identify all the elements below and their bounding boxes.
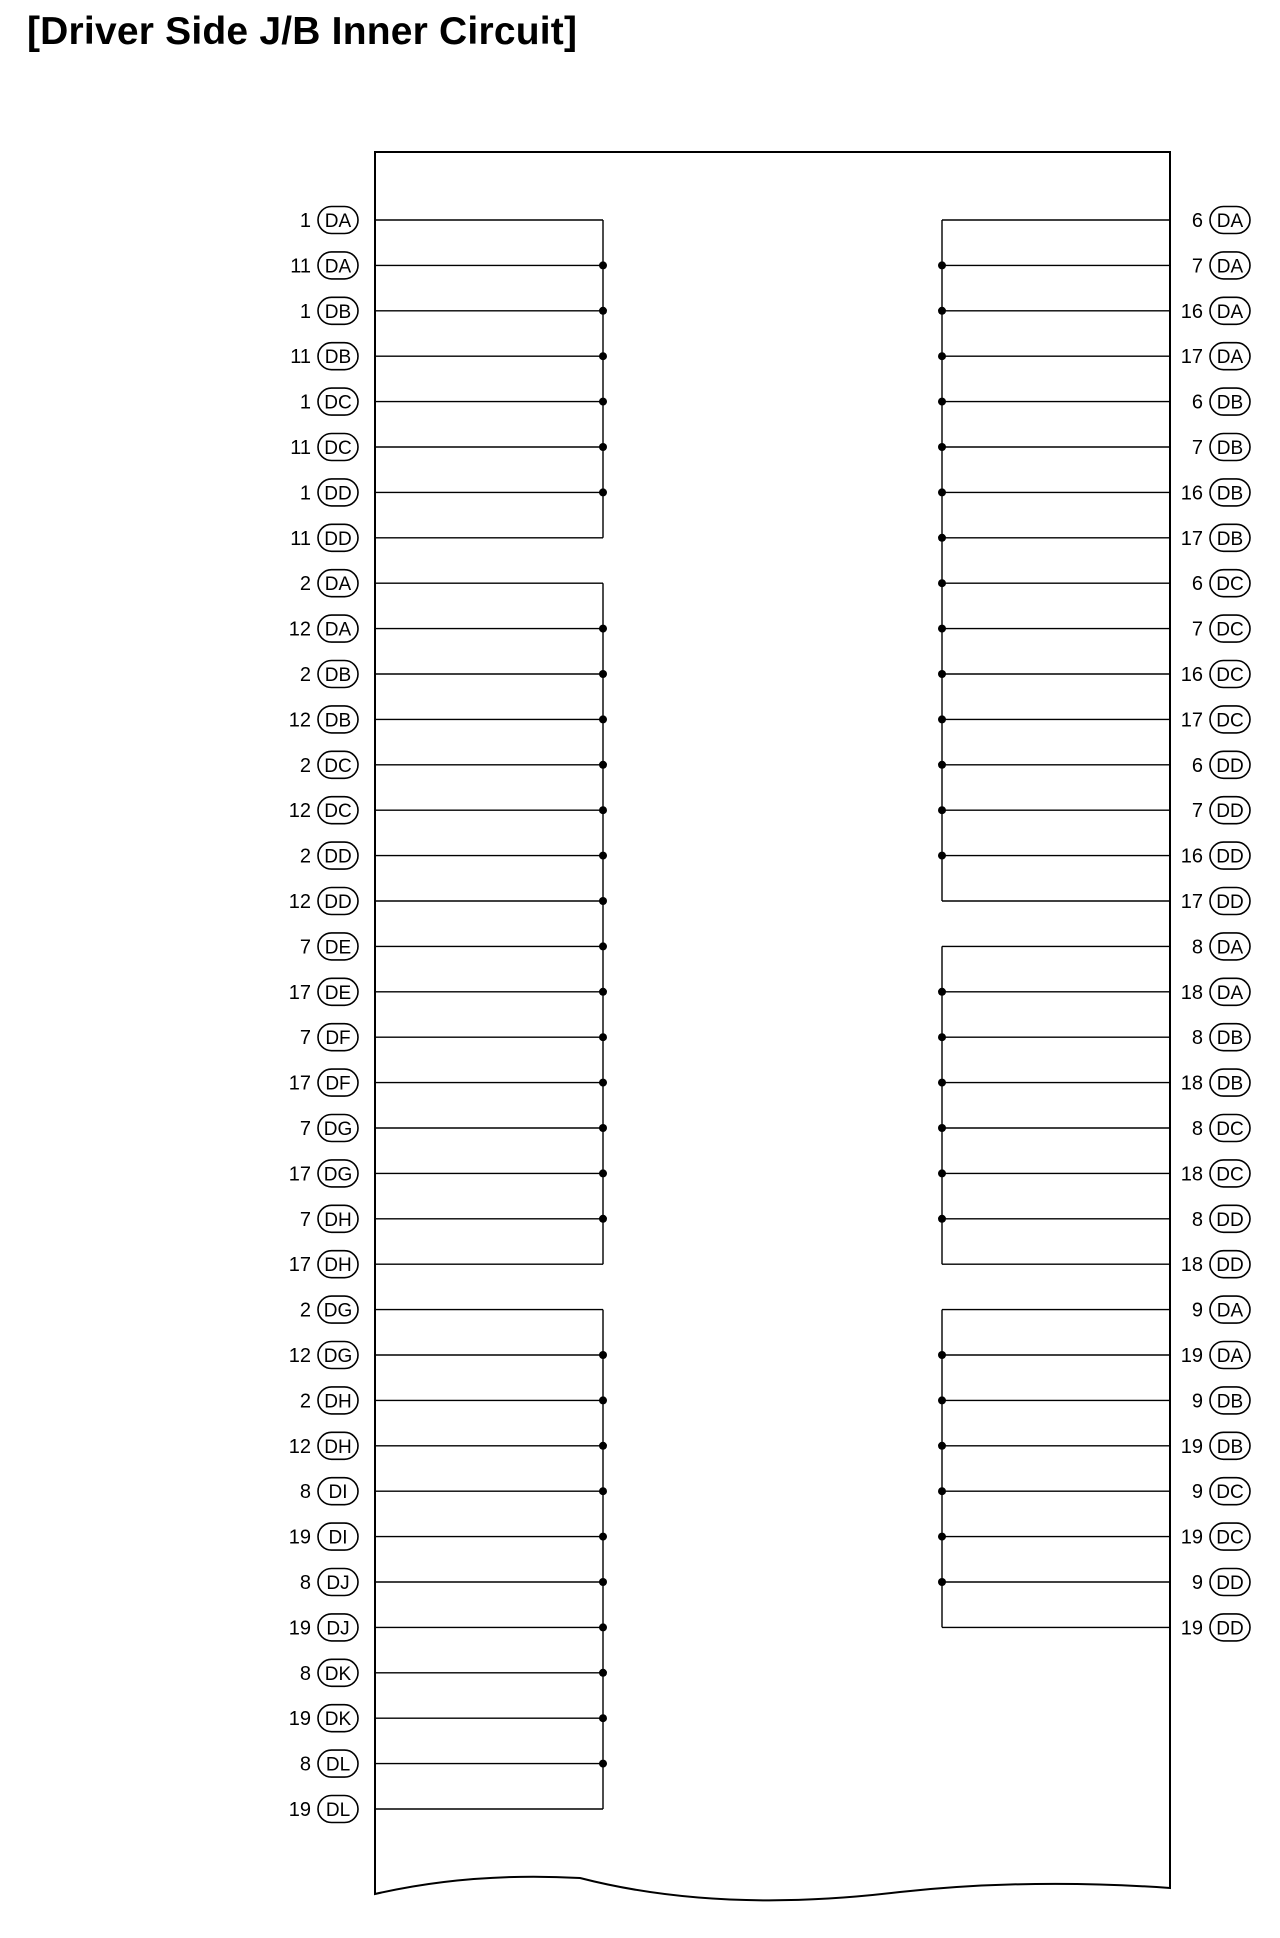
pin-number: 2 [299,573,311,596]
pin-label [300,388,358,415]
connector-code: DB [1216,1028,1244,1050]
pin-label [300,1750,358,1777]
junction-dot [938,352,946,360]
junction-dot [938,307,946,315]
connector-code: DA [1216,347,1244,369]
junction-dot [938,1442,946,1450]
pin-label [1181,888,1250,915]
pin-number: 7 [299,1208,311,1231]
junction-dot [599,398,607,406]
pin-label [1181,1342,1250,1369]
junction-dot [938,1487,946,1495]
connector-code: DJ [326,1573,350,1594]
pin-number: 19 [288,1799,311,1821]
pin-label [300,1387,358,1414]
pin-label [1181,1069,1250,1096]
pin-label [300,1478,358,1505]
pin-number: 2 [299,845,311,868]
pin-number: 19 [1180,1526,1203,1549]
pin-number: 8 [299,1753,311,1776]
connector-code: DC [324,392,352,414]
pin-label [300,933,358,960]
pin-label [289,1523,358,1550]
pin-label [1181,1432,1250,1459]
connector-code: DC [324,801,352,823]
pin-label [289,1342,358,1369]
connector-code: DA [1216,211,1244,232]
junction-dot [599,988,607,996]
junction-dot [938,852,946,860]
junction-dot [599,806,607,814]
pin-label [300,1115,358,1142]
pin-number: 12 [288,618,311,641]
junction-dot [938,1396,946,1404]
connector-code: DF [325,1073,351,1095]
pin-number: 1 [299,391,311,414]
connector-code: DH [324,1209,352,1231]
connector-code: DG [323,1300,353,1322]
junction-dot [599,761,607,769]
pin-number: 16 [1180,845,1203,868]
right-bus-group [938,220,1170,901]
junction-dot [938,1033,946,1041]
pin-label [289,1705,358,1732]
junction-dot [599,852,607,860]
pin-label [1192,797,1250,824]
pin-label [1192,615,1250,642]
pin-label [1181,978,1250,1005]
junction-dot [599,1079,607,1087]
connector-code: DD [1216,846,1244,868]
pin-label [1181,1614,1250,1641]
connector-code: DB [1216,1073,1244,1095]
pin-number: 8 [299,1662,311,1685]
connector-code: DC [1216,665,1244,686]
junction-dot [938,1169,946,1177]
pin-number: 7 [1191,618,1203,641]
pin-label [1181,524,1250,551]
pin-label [290,343,358,370]
pin-label [300,479,358,506]
pin-number: 19 [1180,1345,1203,1367]
connector-code: DK [324,1709,352,1731]
pin-label [300,570,358,597]
pin-number: 17 [1180,527,1203,550]
pin-label [1181,1160,1250,1187]
connector-code: DC [1216,574,1244,596]
pin-number: 16 [1180,300,1203,323]
pin-label [289,706,358,733]
right-bus-group [938,1310,1170,1628]
junction-dot [938,1533,946,1541]
connector-code: DB [324,301,352,323]
pin-number: 11 [290,437,311,459]
pin-label [1192,1569,1250,1596]
connector-code: DE [324,982,352,1004]
pin-number: 12 [288,1435,311,1458]
pin-number: 6 [1191,573,1203,596]
pin-label [289,1796,358,1823]
pin-label [300,842,358,869]
page-title: [Driver Side J/B Inner Circuit] [27,10,578,53]
junction-dot [938,806,946,814]
pin-number: 7 [1191,800,1203,823]
connector-code: DC [1216,1164,1244,1186]
pin-label [290,434,358,461]
junction-dot [938,761,946,769]
pin-number: 2 [299,1390,311,1413]
connector-code: DA [1216,256,1244,278]
label-layer [289,207,1250,1823]
connector-code: DD [1216,892,1244,913]
junction-dot [938,534,946,542]
connector-code: DB [1216,438,1244,459]
pin-label [1181,297,1250,324]
junction-dot [599,1169,607,1177]
junction-dot [599,352,607,360]
connector-code: DE [324,937,352,959]
connector-code: DD [1216,755,1244,777]
pin-label [290,524,358,551]
pin-number: 8 [1191,1118,1203,1140]
connector-code: DA [1216,1300,1244,1322]
pin-number: 19 [288,1617,311,1640]
pin-label [1181,706,1250,733]
pin-number: 8 [1191,1027,1203,1050]
junction-dot [599,488,607,496]
pin-number: 18 [1180,1072,1203,1095]
junction-dot [599,1578,607,1586]
junction-box-outline [375,152,1170,1900]
pin-label [300,1205,358,1232]
connector-code: DC [324,755,352,777]
connector-code: DA [324,619,352,641]
connector-code: DD [324,846,352,868]
connector-code: DD [324,483,352,505]
connector-code: DD [1216,1209,1244,1231]
connector-code: DJ [326,1618,350,1640]
pin-label [289,615,358,642]
pin-label [289,888,358,915]
connector-code: DC [324,438,352,459]
junction-dot [599,1351,607,1359]
pin-number: 12 [288,891,311,913]
connector-code: DA [1216,982,1244,1004]
pin-label [1181,1251,1250,1278]
pin-number: 9 [1191,1299,1203,1322]
pin-label [1192,1024,1250,1051]
junction-dot [599,261,607,269]
connector-code: DD [1216,1255,1244,1277]
pin-number: 1 [299,210,311,232]
pin-label [300,661,358,688]
junction-dot [938,579,946,587]
connector-code: DD [1216,1573,1244,1594]
pin-label [300,1569,358,1596]
pin-label [1181,661,1250,688]
junction-dot [599,307,607,315]
pin-number: 19 [1180,1617,1203,1640]
pin-label [289,797,358,824]
pin-label [300,1659,358,1686]
pin-number: 18 [1180,981,1203,1004]
pin-number: 17 [1180,346,1203,369]
pin-label [289,1069,358,1096]
junction-dot [938,625,946,633]
junction-dot [599,625,607,633]
pin-number: 6 [1191,391,1203,414]
pin-label [1192,207,1250,234]
pin-number: 18 [1180,1163,1203,1186]
pin-label [289,1251,358,1278]
pin-number: 7 [299,1027,311,1050]
pin-number: 17 [288,981,311,1004]
junction-dot [938,1578,946,1586]
wire-layer [375,220,1170,1809]
connector-code: DK [324,1663,352,1685]
pin-number: 12 [288,1345,311,1367]
connector-code: DA [1216,937,1244,959]
pin-number: 12 [288,800,311,823]
left-bus-group [375,220,607,538]
pin-number: 6 [1191,754,1203,777]
pin-number: 18 [1180,1254,1203,1277]
pin-number: 7 [1191,437,1203,459]
connector-code: DA [1216,1346,1244,1367]
junction-dot [599,1487,607,1495]
pin-number: 17 [288,1163,311,1186]
connector-code: DB [1216,483,1244,505]
connector-code: DG [323,1119,353,1140]
connector-code: DB [1216,1436,1244,1458]
junction-dot [599,443,607,451]
pin-number: 12 [288,709,311,732]
pin-number: 7 [1191,255,1203,278]
pin-number: 2 [299,664,311,686]
connector-code: DH [324,1255,352,1277]
pin-label [1181,343,1250,370]
pin-label [289,1160,358,1187]
junction-dot [938,1215,946,1223]
pin-number: 8 [299,1572,311,1594]
junction-dot [599,942,607,950]
pin-label [1181,842,1250,869]
junction-dot [599,1396,607,1404]
pin-label [1181,1523,1250,1550]
junction-dot [938,261,946,269]
pin-number: 8 [1191,936,1203,959]
pin-number: 11 [290,527,311,550]
connector-code: DC [1216,1482,1244,1504]
junction-dot [599,1714,607,1722]
pin-label [1181,479,1250,506]
junction-dot [938,670,946,678]
pin-label [289,978,358,1005]
connector-code: DA [324,574,352,596]
connector-code: DA [324,211,352,232]
pin-label [300,297,358,324]
connector-code: DB [1216,392,1244,414]
junction-dot [938,1079,946,1087]
pin-number: 1 [299,482,311,505]
connector-code: DF [325,1028,351,1050]
connector-code: DD [324,528,352,550]
connector-code: DD [324,892,352,913]
connector-code: DB [1216,528,1244,550]
connector-code: DB [324,665,352,686]
junction-dot [938,1124,946,1132]
connector-code: DC [1216,710,1244,732]
pin-number: 17 [1180,891,1203,913]
connector-code: DL [325,1800,351,1821]
pin-number: 11 [290,346,311,369]
connector-code: DA [1216,301,1244,323]
pin-number: 2 [299,754,311,777]
junction-dot [599,1623,607,1631]
pin-number: 2 [299,1299,311,1322]
junction-dot [599,1669,607,1677]
pin-number: 19 [1180,1435,1203,1458]
connector-code: DA [324,256,352,278]
pin-number: 17 [288,1254,311,1277]
pin-number: 8 [1191,1208,1203,1231]
junction-dot [599,897,607,905]
connector-code: DC [1216,619,1244,641]
junction-dot [938,398,946,406]
connector-code: DL [325,1754,351,1776]
right-bus-group [938,946,1170,1264]
pin-number: 19 [288,1526,311,1549]
pin-number: 1 [299,300,311,323]
pin-number: 19 [288,1708,311,1731]
connector-code: DC [1216,1119,1244,1140]
connector-code: DC [1216,1527,1244,1549]
pin-label [1192,252,1250,279]
junction-dot [938,488,946,496]
junction-dot [938,715,946,723]
pin-label [1192,933,1250,960]
pin-number: 11 [290,255,311,278]
pin-label [1192,1205,1250,1232]
pin-number: 7 [299,1118,311,1140]
junction-dot [599,1124,607,1132]
connector-code: DB [324,710,352,732]
junction-dot [599,1442,607,1450]
connector-code: DD [1216,801,1244,823]
pin-number: 6 [1191,210,1203,232]
pin-label [1192,1478,1250,1505]
junction-dot [599,1533,607,1541]
connector-code: DI [328,1527,348,1549]
junction-dot [938,1351,946,1359]
junction-dot [599,715,607,723]
pin-number: 9 [1191,1390,1203,1413]
connector-code: DB [1216,1391,1244,1413]
pin-label [300,751,358,778]
connector-code: DD [1216,1618,1244,1640]
connector-code: DG [323,1346,353,1367]
connector-code: DH [324,1391,352,1413]
pin-label [1192,751,1250,778]
pin-label [300,207,358,234]
pin-number: 8 [299,1481,311,1504]
pin-label [1192,1296,1250,1323]
junction-dot [599,670,607,678]
connector-code: DB [324,347,352,369]
pin-label [1192,434,1250,461]
pin-number: 9 [1191,1481,1203,1504]
left-bus-group [375,583,607,1264]
connector-code: DI [328,1482,348,1504]
pin-number: 16 [1180,664,1203,686]
junction-dot [599,1760,607,1768]
connector-code: DH [324,1436,352,1458]
junction-dot [938,443,946,451]
pin-number: 9 [1191,1572,1203,1594]
junction-dot [599,1215,607,1223]
junction-dot [599,1033,607,1041]
pin-number: 17 [288,1072,311,1095]
pin-label [1192,570,1250,597]
pin-number: 16 [1180,482,1203,505]
left-bus-group [375,1310,607,1809]
pin-label [290,252,358,279]
pin-label [300,1024,358,1051]
pin-label [289,1614,358,1641]
pin-number: 17 [1180,709,1203,732]
connector-code: DG [323,1164,353,1186]
pin-label [289,1432,358,1459]
pin-label [1192,1387,1250,1414]
junction-dot [938,988,946,996]
pin-number: 7 [299,936,311,959]
pin-label [1192,388,1250,415]
pin-label [300,1296,358,1323]
pin-label [1192,1115,1250,1142]
